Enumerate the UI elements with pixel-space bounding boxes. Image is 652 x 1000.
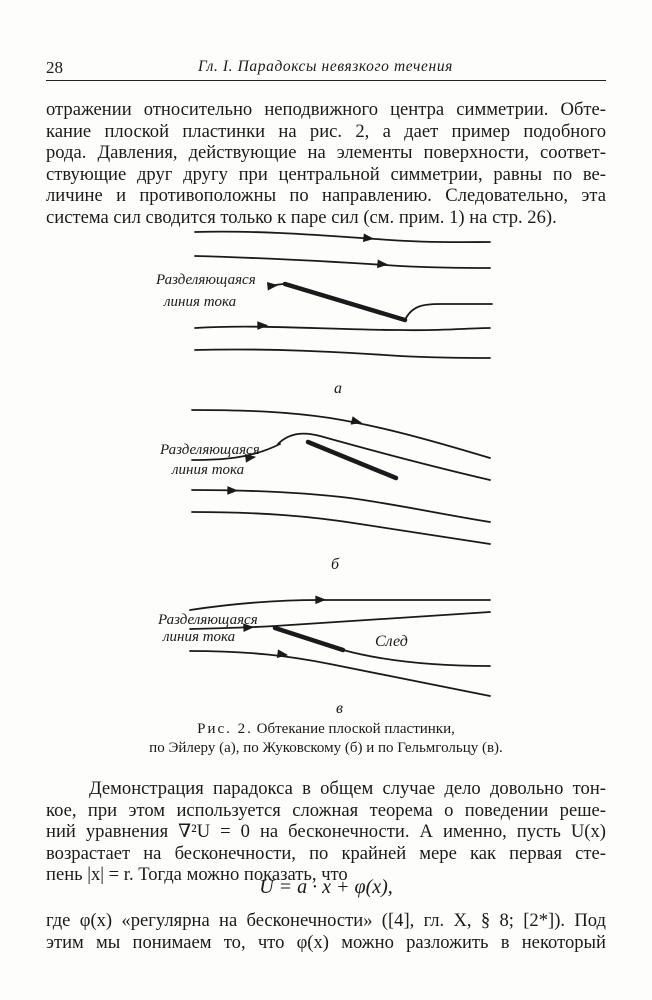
streamline [195,256,490,268]
text-line: система сил сводится только к паре сил (см. прим. 1) на стр. 26). [46,206,557,228]
plate-v [275,628,343,650]
label-wake: След [375,633,408,650]
text-line: Демонстрация парадокса в общем случае дело довольно тон- [89,778,606,799]
text-line: ствующие друг другу при центральной симметрии, равны по ве- [46,163,606,185]
paragraph-3 [46,910,606,953]
dividing-streamline [405,304,492,320]
flow-arrow [366,238,372,239]
streamline [192,490,490,522]
streamline [190,651,490,696]
flow-arrow [380,264,386,265]
text-line: рода. Давления, действующие на элементы поверхности, соответ- [46,142,606,164]
label-separating: Разделяющаяся [160,442,260,458]
text-line: отражении относительно неподвижного центра симметрии. Обте- [46,99,606,120]
text-line: ний уравнения ∇²U = 0 на бесконечности. А именно, пусть U(x) [46,821,606,843]
caption-label: Рис. 2. [197,721,253,737]
streamline [195,327,490,331]
label-streamline: линия тока [172,462,245,478]
label-separating: Разделяющаяся [158,612,258,628]
running-title: Гл. I. Парадоксы невязкого течения [198,58,453,75]
paragraph-2 [46,778,606,886]
text-line: где φ(x) «регулярна на бесконечности» ([4], гл. X, § 8; [2*]). Под [46,910,606,931]
panel-label-b: б [331,556,340,573]
streamline [190,600,490,610]
flow-arrow [270,285,276,286]
text-line: возрастает на бесконечности, по крайней мере как первая сте- [46,842,606,864]
streamline [192,512,490,544]
flow-arrow [280,654,286,655]
text-line: пень |x| = r. Тогда можно показать, что [46,864,348,886]
text-line: кое, при этом используется сложная теорема о поведении реше- [46,799,606,821]
wake-boundary [343,650,490,666]
label-streamline: линия тока [163,629,236,645]
figure-caption-line-2: по Эйлеру (а), по Жуковскому (б) и по Гельмгольцу (в). [149,740,503,756]
page-number: 28 [46,58,63,77]
panel-label-v: в [336,700,343,717]
text-line: этим мы понимаем то, что φ(x) можно разложить в некоторый [46,931,606,953]
text-line: личине и противоположны по направлению. Следовательно, эта [46,185,606,207]
label-separating: Разделяющаяся [156,272,256,288]
plate-a [285,284,405,320]
caption-text: Обтекание плоской пластинки, [256,721,455,737]
label-streamline: линия тока [164,294,237,310]
streamline [195,349,490,358]
panel-a-streamlines [195,232,492,358]
text-line: кание плоской пластинки на рис. 2, а дает пример подобного [46,120,606,142]
figure-caption-line-1 [46,720,606,739]
panel-label-a: а [334,380,342,397]
formula: U = a · x + φ(x), [259,876,393,898]
streamline [195,232,490,243]
plate-b [308,442,396,478]
